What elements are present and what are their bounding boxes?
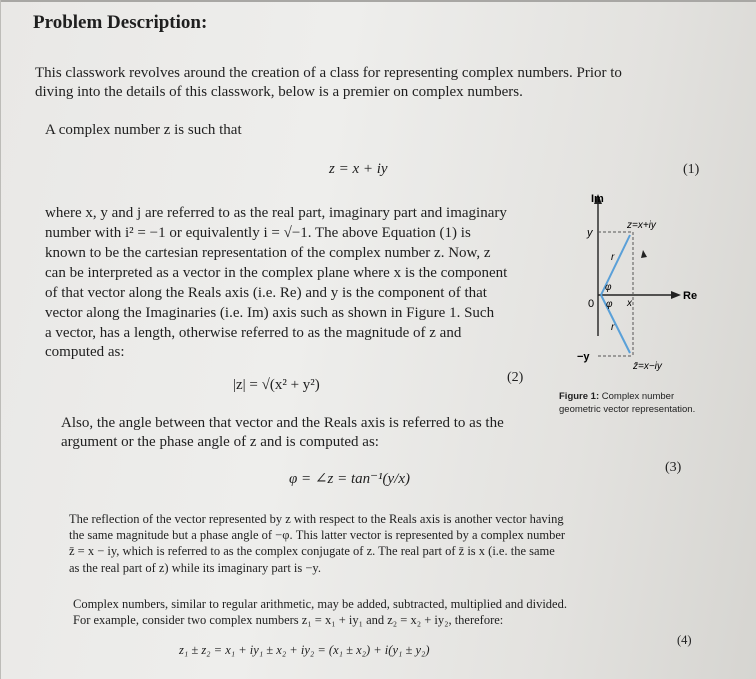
r-label-lower: r	[611, 322, 615, 333]
equation-3-number: (3)	[665, 460, 682, 475]
para1-line-2: number with i² = −1 or equivalently i = √−1. The above Equation (1) is	[45, 225, 471, 241]
para1-line-8: computed as:	[45, 344, 125, 360]
re-axis-arrow	[671, 291, 681, 299]
equation-4-number: (4)	[677, 633, 692, 647]
top-divider	[1, 0, 756, 2]
para3-line-4: as the real part of z) while its imaginary part is −y.	[69, 561, 321, 575]
figure-caption-label: Figure 1:	[559, 391, 600, 402]
complex-plane-figure	[561, 188, 731, 388]
equation-4: z₁ ± z₂ = x₁ + iy₁ ± x₂ + iy₂ = (x₁ ± x₂) + i(y₁ ± y₂)	[179, 643, 430, 657]
phi-label-lower: φ	[606, 299, 613, 310]
y-label: y	[587, 227, 593, 239]
x-label: x	[627, 298, 632, 309]
para1-line-6: vector along the Imaginaries (i.e. Im) axis such as shown in Figure 1. Such	[45, 305, 495, 321]
equation-2-number: (2)	[507, 370, 524, 385]
equation-2: |z| = √(x² + y²)	[233, 377, 320, 393]
re-label: Re	[683, 290, 698, 302]
figure-caption	[559, 390, 674, 403]
im-label: Im	[591, 193, 604, 205]
equation-3: φ = ∠z = tan⁻¹(y/x)	[289, 471, 411, 487]
equation-1-number: (1)	[683, 162, 700, 177]
r-label-upper: r	[611, 252, 615, 263]
origin-label: 0	[588, 298, 595, 310]
z-label: z=x+iy	[627, 220, 656, 231]
equation-1: z = x + iy	[329, 161, 388, 177]
para1-line-7: a vector, has a length, otherwise referred to as the magnitude of z and	[45, 325, 462, 341]
para2-line-2: argument or the phase angle of z and is computed as:	[61, 434, 379, 450]
para4-line-2: For example, consider two complex numbers z₁ = x₁ + iy₁ and z₂ = x₂ + iy₂, therefore:	[73, 613, 504, 627]
figure-caption-text-2: geometric vector representation.	[559, 404, 696, 415]
para1-line-5: of that vector along the Reals axis (i.e. Re) and y is the component of that	[45, 285, 487, 301]
intro-line-1: This classwork revolves around the creation of a class for representing complex numbers. Prior to	[35, 65, 622, 81]
para1-line-4: can be interpreted as a vector in the complex plane where x is the component	[45, 265, 508, 281]
para3-line-1: The reflection of the vector represented by z with respect to the Reals axis is another vector having	[69, 512, 564, 526]
zbar-label: z̄=x−iy	[633, 361, 662, 372]
para3-line-3: z̄ = x − iy, which is referred to as the complex conjugate of z. The real part of z̄ is x (i.e. the same	[69, 544, 555, 558]
neg-y-label: −y	[577, 351, 590, 363]
para1-line-3: known to be the cartesian representation of the complex number z. Now, z	[45, 245, 491, 261]
phi-label-upper: φ	[605, 282, 612, 293]
para3-line-2: the same magnitude but a phase angle of −φ. This latter vector is represented by a complex number	[69, 528, 566, 542]
complex-definition: A complex number z is such that	[45, 122, 242, 138]
intro-line-2: diving into the details of this classwork, below is a premier on complex numbers.	[35, 84, 523, 100]
page-title: Problem Description:	[33, 12, 208, 33]
para4-line-1: Complex numbers, similar to regular arithmetic, may be added, subtracted, multiplied and divided.	[73, 597, 567, 611]
para1-line-1: where x, y and j are referred to as the real part, imaginary part and imaginary	[45, 205, 507, 221]
figure-caption-text-1: Complex number	[601, 391, 675, 402]
z-pointer-icon	[641, 250, 647, 258]
para2-line-1: Also, the angle between that vector and the Reals axis is referred to as the	[61, 415, 504, 431]
